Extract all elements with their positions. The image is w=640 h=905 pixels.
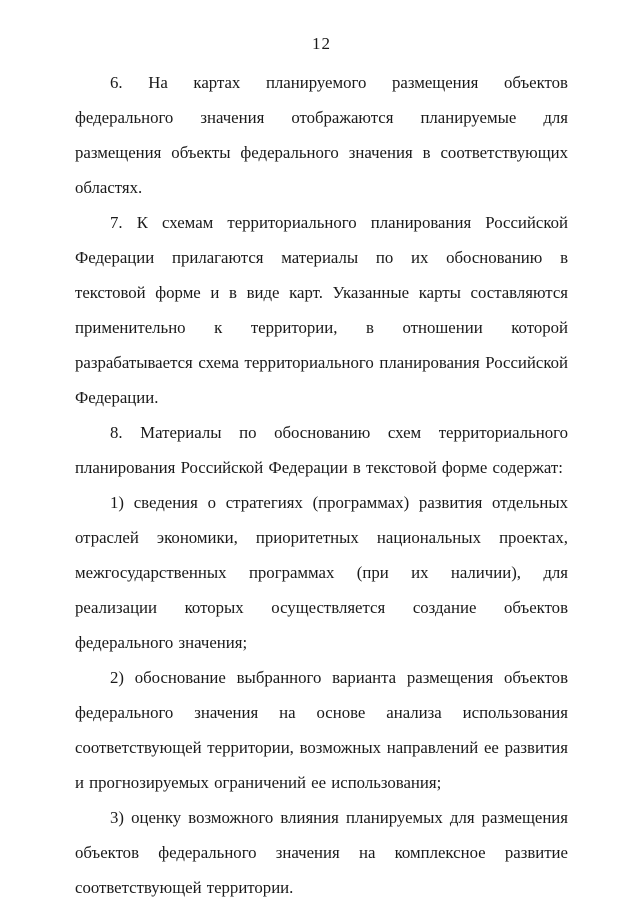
- paragraph-subitem-3: 3) оценку возможного влияния планируемых для размещения объектов федерального значения на комплексное развитие соответствующей территории.: [75, 808, 568, 897]
- page-number: 12: [312, 34, 331, 53]
- document-body: [75, 65, 568, 905]
- paragraph-item-7: 7. К схемам территориального планирования Российской Федерации прилагаются материалы по их обоснованию в текстовой форме и в виде карт. Указанные карты составляются применительно к территории, в отношении которой разрабатывается схема территориального планирования Российской Федерации.: [75, 213, 568, 407]
- paragraph-subitem-1: 1) сведения о стратегиях (программах) развития отдельных отраслей экономики, приоритетных национальных проектах, межгосударственных программах (при их наличии), для реализации которых осуществляется создание объектов федерального значения;: [75, 493, 568, 652]
- paragraph-item-6: 6. На картах планируемого размещения объектов федерального значения отображаются планируемые для размещения объекты федерального значения в соответствующих областях.: [75, 73, 568, 197]
- paragraph-subitem-2: 2) обоснование выбранного варианта размещения объектов федерального значения на основе анализа использования соответствующей территории, возможных направлений ее развития и прогнозируемых ограничений ее использования;: [75, 668, 568, 792]
- paragraph-item-8: 8. Материалы по обоснованию схем территориального планирования Российской Федерации в текстовой форме содержат:: [75, 423, 568, 477]
